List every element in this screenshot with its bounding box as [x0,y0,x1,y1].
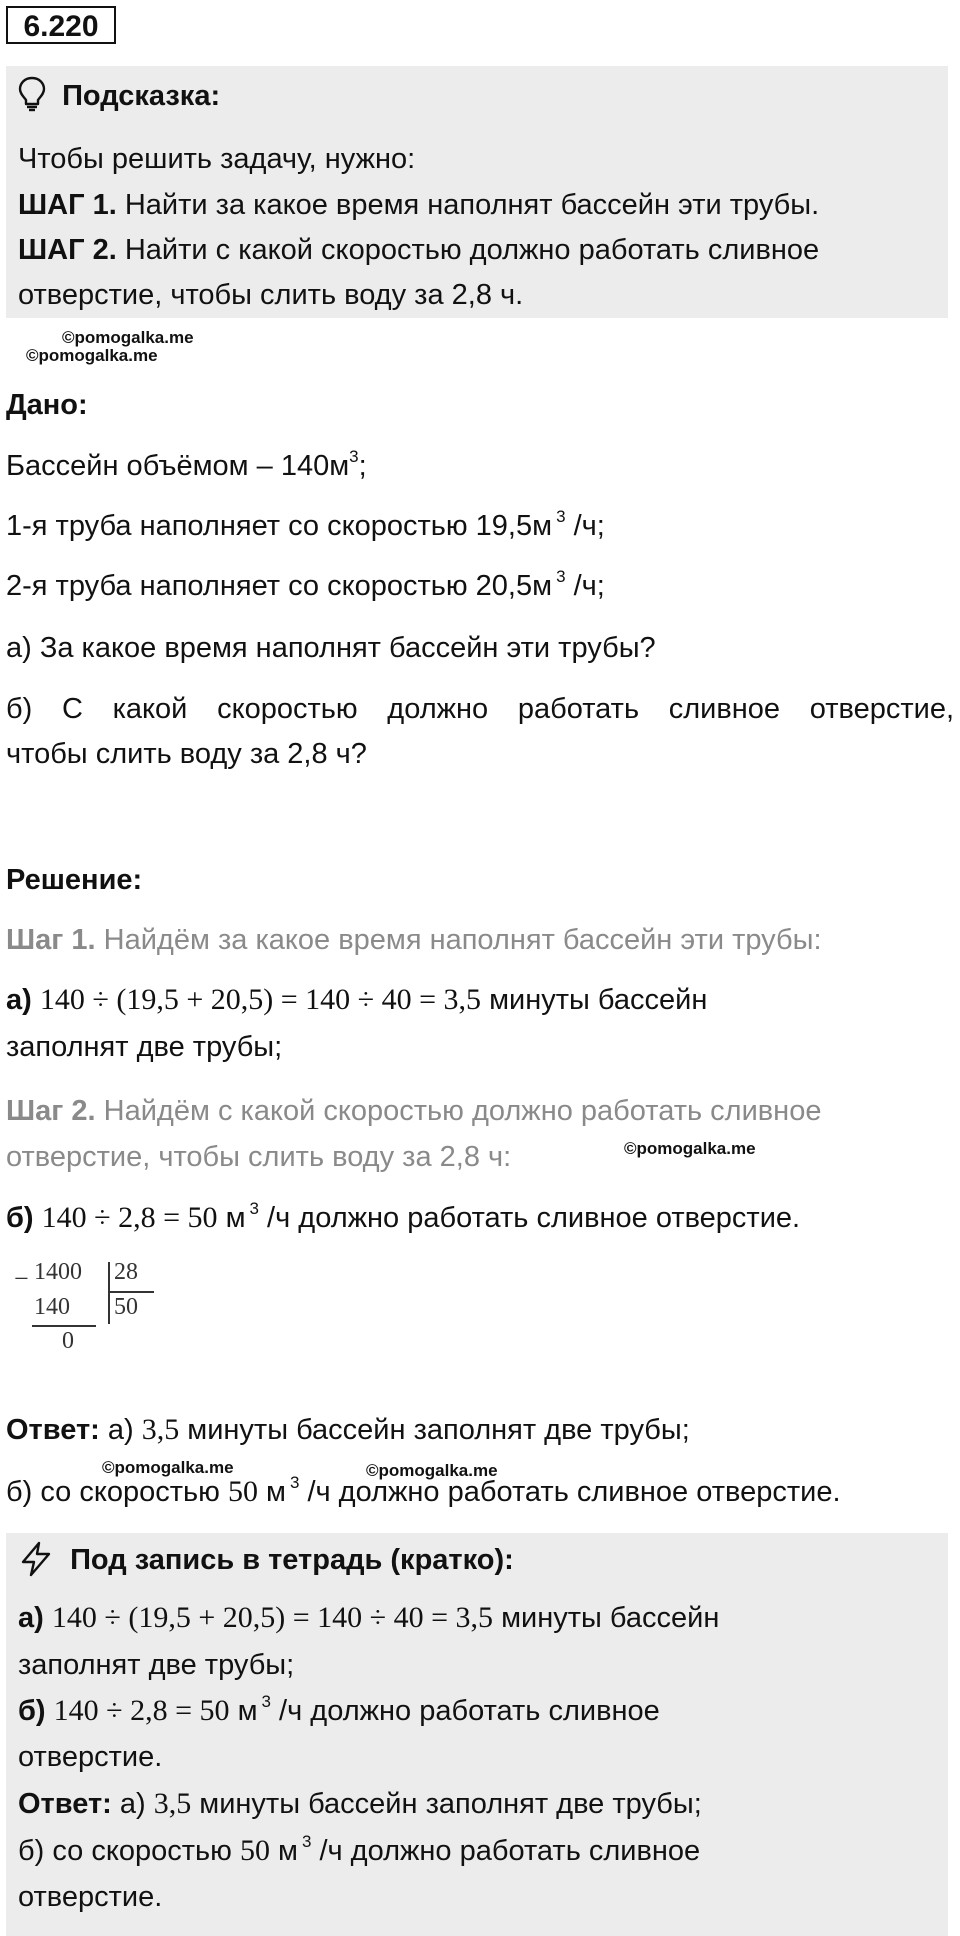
answer-b-text: /ч должно работать сливное отверстие. [299,1476,841,1508]
given-question-a: а) За какое время наполнят бассейн эти трубы? [6,632,656,664]
solution-step-1-label: Шаг 1. [6,924,96,956]
notebook-box [6,1533,948,1936]
solution-b-math: 140 ÷ 2,8 = 50 [41,1201,218,1234]
answer-b-math: 50 [227,1475,258,1508]
solution-step-2-cont: отверстие, чтобы слить воду за 2,8 ч: [6,1141,512,1173]
hint-intro: Чтобы решить задачу, нужно: [18,143,416,175]
division-vertical-line [108,1262,110,1324]
notebook-b-text: /ч должно работать сливное [271,1695,660,1727]
given-volume-sup: 3 [349,447,359,466]
answer-b [6,1474,841,1514]
long-division [14,1259,154,1372]
watermark: ©pomogalka.me [366,1461,498,1480]
division-minus-sign: − [14,1264,29,1293]
notebook-answer-a [18,1786,702,1822]
answer-b-unit: м [257,1476,286,1508]
watermark: ©pomogalka.me [102,1458,234,1477]
notebook-answer-b-unit: м [269,1835,298,1867]
given-volume-text: Бассейн объёмом – 140м [6,450,350,482]
solution-title: Решение: [6,864,143,896]
notebook-title: Под запись в тетрадь (кратко): [70,1544,514,1576]
given-title: Дано: [6,389,88,421]
solution-step-2-label: Шаг 2. [6,1095,96,1127]
hint-step-2-text: Найти с какой скоростью должно работать сливное [116,234,820,266]
lightning-icon [18,1541,54,1577]
solution-step-2-text: Найдём с какой скоростью должно работать сливное [95,1095,822,1127]
notebook-a-label: а) [18,1602,44,1634]
problem-number: 6.220 [6,6,116,44]
notebook-a-math: 140 ÷ (19,5 + 20,5) = 140 ÷ 40 = 3,5 [51,1601,494,1634]
notebook-answer-a-text: минуты бассейн заполнят две трубы; [191,1788,702,1820]
answer-a-math: 3,5 [141,1413,180,1446]
given-pipe-1-end: /ч; [565,510,605,542]
solution-a-math: 140 ÷ (19,5 + 20,5) = 140 ÷ 40 = 3,5 [39,983,482,1016]
notebook-header [18,1541,514,1578]
division-divisor-line [108,1291,154,1293]
hint-step-2-cont: отверстие, чтобы слить воду за 2,8 ч. [18,279,524,311]
solution-step-1 [6,922,822,958]
answer-a-prefix: а) [99,1414,142,1446]
given-line-pipe-1 [6,508,605,548]
hint-step-1-label: ШАГ 1. [18,189,117,221]
notebook-answer-a-prefix: а) [111,1788,154,1820]
hint-step-2 [18,232,819,268]
notebook-a-text: минуты бассейн [493,1602,720,1634]
notebook-answer-b-sup: 3 [301,1832,312,1851]
division-subtrahend: 140 [34,1294,70,1320]
notebook-answer-b [18,1833,700,1873]
division-quotient: 50 [114,1294,138,1320]
hint-step-1 [18,187,819,223]
given-pipe-1-sup: 3 [556,507,566,526]
given-pipe-1-text: 1-я труба наполняет со скоростью 19,5м [6,510,553,542]
notebook-a [18,1600,719,1636]
solution-step-1-text: Найдём за какое время наполнят бассейн эти трубы: [95,924,822,956]
solution-b-unit: м [217,1202,246,1234]
notebook-a-cont: заполнят две трубы; [18,1649,295,1681]
hint-step-1-text: Найти за какое время наполнят бассейн эти трубы. [116,189,820,221]
solution-b-sup: 3 [249,1199,259,1218]
answer-label: Ответ: [6,1414,100,1446]
answer-a-text: минуты бассейн заполнят две трубы; [179,1414,690,1446]
notebook-answer-b-cont: отверстие. [18,1881,163,1913]
notebook-b-cont: отверстие. [18,1741,163,1773]
division-divisor: 28 [114,1259,138,1285]
solution-a-text: минуты бассейн [481,984,708,1016]
watermark: ©pomogalka.me [62,328,194,347]
given-volume-end: ; [358,450,367,482]
given-pipe-2-end: /ч; [565,570,605,602]
notebook-answer-a-math: 3,5 [153,1787,192,1820]
division-underline [32,1325,96,1327]
solution-b [6,1200,800,1240]
notebook-answer-b-math: 50 [239,1834,270,1867]
notebook-answer-b-prefix: б) со скоростью [18,1835,240,1867]
given-pipe-2-text: 2-я труба наполняет со скоростью 20,5м [6,570,553,602]
answer-b-sup: 3 [289,1473,300,1492]
notebook-answer-label: Ответ: [18,1788,112,1820]
given-pipe-2-sup: 3 [556,567,566,586]
given-question-b-cont: чтобы слить воду за 2,8 ч? [6,738,367,770]
hint-header [18,76,220,114]
solution-b-text: /ч должно работать сливное отверстие. [259,1202,801,1234]
lightbulb-icon [18,76,46,112]
given-question-b: б) С какой скоростью должно работать сливное отверстие, [6,693,954,725]
answer-b-prefix: б) со скоростью [6,1476,228,1508]
watermark: ©pomogalka.me [624,1139,756,1158]
watermark: ©pomogalka.me [26,346,158,365]
notebook-b-unit: м [229,1695,258,1727]
notebook-b-math: 140 ÷ 2,8 = 50 [53,1694,230,1727]
notebook-b-label: б) [18,1695,46,1727]
hint-box [6,66,948,318]
division-dividend: 1400 [34,1259,82,1285]
solution-a-cont: заполнят две трубы; [6,1031,283,1063]
hint-step-2-label: ШАГ 2. [18,234,117,266]
division-remainder: 0 [62,1328,74,1354]
given-line-pipe-2 [6,568,605,608]
solution-a [6,982,707,1018]
notebook-b [18,1693,660,1733]
given-line-volume [6,448,367,488]
answer-a [6,1412,690,1448]
notebook-answer-b-text: /ч должно работать сливное [311,1835,701,1867]
solution-step-2 [6,1093,821,1129]
solution-b-label: б) [6,1202,34,1234]
hint-title: Подсказка: [62,80,221,112]
notebook-b-sup: 3 [261,1692,271,1711]
solution-a-label: а) [6,984,32,1016]
